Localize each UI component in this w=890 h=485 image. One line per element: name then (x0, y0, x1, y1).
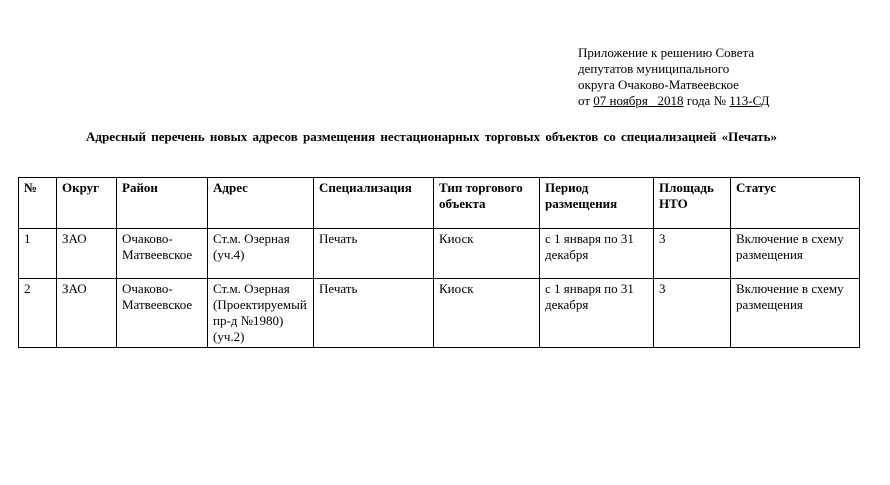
cell-address: Ст.м. Озерная (Проектируемый пр-д №1980) (уч.2) (208, 279, 314, 348)
header-specialization: Специализация (314, 178, 434, 229)
cell-num: 1 (19, 229, 57, 279)
cell-area: 3 (654, 229, 731, 279)
appendix-note (578, 45, 769, 109)
header-area: Площадь НТО (654, 178, 731, 229)
table-header-row (19, 178, 860, 229)
cell-address: Ст.м. Озерная (уч.4) (208, 229, 314, 279)
cell-period: с 1 января по 31 декабря (540, 279, 654, 348)
cell-period: с 1 января по 31 декабря (540, 229, 654, 279)
cell-specialization: Печать (314, 279, 434, 348)
appendix-date: 07 ноября 2018 (593, 93, 684, 108)
appendix-line-2: депутатов муниципального (578, 61, 730, 76)
cell-okrug: ЗАО (57, 279, 117, 348)
header-rayon: Район (117, 178, 208, 229)
table-row (19, 279, 860, 348)
appendix-line-1: Приложение к решению Совета (578, 45, 755, 60)
cell-rayon: Очаково-Матвеевское (117, 229, 208, 279)
header-period: Период размещения (540, 178, 654, 229)
header-object-type: Тип торгового объекта (434, 178, 540, 229)
header-status: Статус (731, 178, 860, 229)
cell-object-type: Киоск (434, 279, 540, 348)
cell-rayon: Очаково-Матвеевское (117, 279, 208, 348)
appendix-number: 113-СД (729, 93, 770, 108)
table-row (19, 229, 860, 279)
header-num: № (19, 178, 57, 229)
cell-object-type: Киоск (434, 229, 540, 279)
cell-num: 2 (19, 279, 57, 348)
address-table (18, 177, 860, 348)
appendix-number-label: года № (686, 93, 726, 108)
cell-specialization: Печать (314, 229, 434, 279)
document-title: Адресный перечень новых адресов размещения нестационарных торговых объектов со специализацией «Печать» (86, 129, 777, 144)
cell-area: 3 (654, 279, 731, 348)
header-address: Адрес (208, 178, 314, 229)
header-okrug: Округ (57, 178, 117, 229)
appendix-line-3: округа Очаково-Матвеевское (578, 77, 739, 92)
cell-status: Включение в схему размещения (731, 279, 860, 348)
appendix-date-prefix: от (578, 93, 591, 108)
appendix-line-4 (578, 93, 769, 109)
cell-okrug: ЗАО (57, 229, 117, 279)
cell-status: Включение в схему размещения (731, 229, 860, 279)
